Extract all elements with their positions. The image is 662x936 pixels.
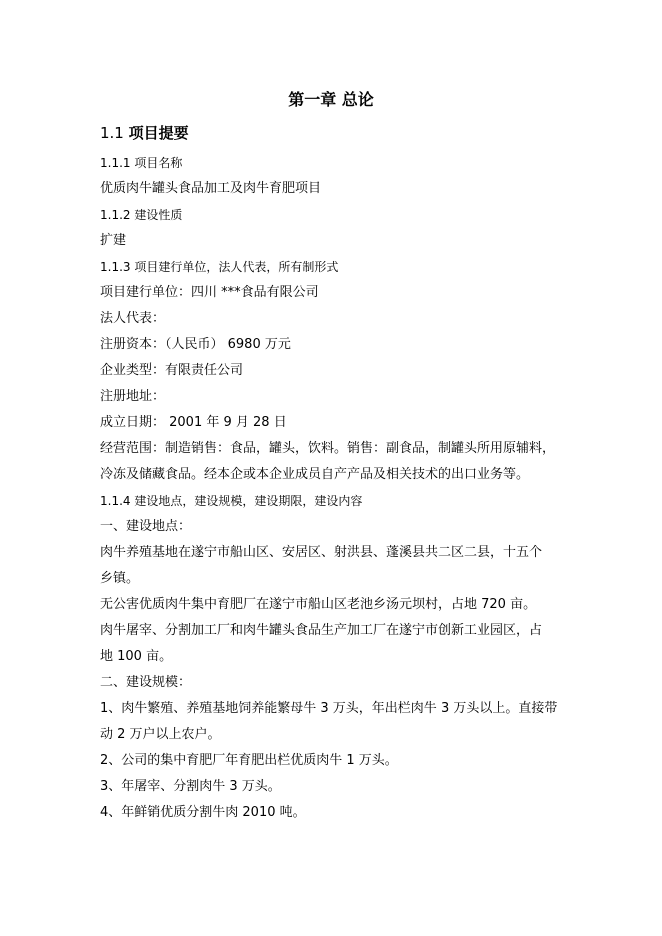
chapter-title: 第一章 总论 <box>288 90 374 109</box>
subsection-heading: 1.1.4 建设地点，建设规模，建设期限，建设内容 <box>100 494 363 508</box>
subsection-heading: 1.1.1 项目名称 <box>100 156 183 170</box>
body-line: 扩建 <box>100 233 127 248</box>
body-line: 3、年屠宰、分割肉牛 3 万头。 <box>100 779 281 794</box>
body-line: 成立日期： 2001 年 9 月 28 日 <box>100 415 287 430</box>
body-line: 冷冻及储藏食品。经本企或本企业成员自产产品及相关技术的出口业务等。 <box>100 467 530 482</box>
body-line: 肉牛养殖基地在遂宁市船山区、安居区、射洪县、蓬溪县共二区二县，十五个 <box>100 545 543 560</box>
body-line: 二、建设规模： <box>100 675 192 690</box>
subsection-heading: 1.1.3 项目建行单位，法人代表，所有制形式 <box>100 260 339 274</box>
body-line: 注册地址： <box>100 389 166 404</box>
body-line: 项目建行单位：四川 ***食品有限公司 <box>100 285 319 300</box>
body-line: 优质肉牛罐头食品加工及肉牛育肥项目 <box>100 181 322 196</box>
subsection-heading: 1.1.2 建设性质 <box>100 208 183 222</box>
body-line: 企业类型：有限责任公司 <box>100 363 244 378</box>
body-line: 肉牛屠宰、分割加工厂和肉牛罐头食品生产加工厂在遂宁市创新工业园区，占 <box>100 623 543 638</box>
body-line: 一、建设地点： <box>100 519 192 534</box>
body-line: 注册资本：（人民币） 6980 万元 <box>100 337 291 352</box>
body-line: 4、年鲜销优质分割牛肉 2010 吨。 <box>100 805 306 820</box>
section-number: 1.1 <box>100 124 124 142</box>
body-line: 乡镇。 <box>100 571 140 586</box>
body-line: 2、公司的集中育肥厂年育肥出栏优质肉牛 1 万头。 <box>100 753 398 768</box>
body-line: 法人代表： <box>100 311 166 326</box>
body-line: 经营范围：制造销售：食品，罐头，饮料。销售：副食品，制罐头所用原辅料， <box>100 441 556 456</box>
section-heading <box>100 123 189 143</box>
body-line: 地 100 亩。 <box>100 649 173 664</box>
body-line: 无公害优质肉牛集中育肥厂在遂宁市船山区老池乡汤元坝村，占地 720 亩。 <box>100 597 537 612</box>
body-line: 动 2 万户以上农户。 <box>100 727 221 742</box>
body-line: 1、肉牛繁殖、养殖基地饲养能繁母牛 3 万头，年出栏肉牛 3 万头以上。直接带 <box>100 701 558 716</box>
section-title: 项目提要 <box>128 124 189 142</box>
